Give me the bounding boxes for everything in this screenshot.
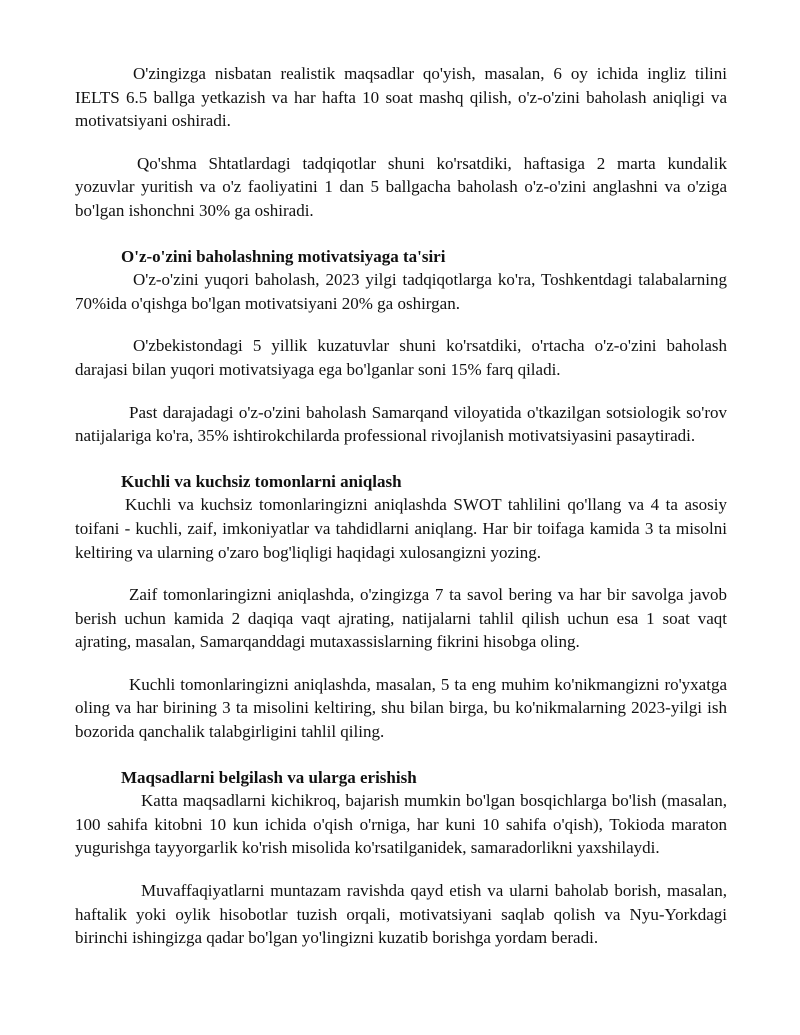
motivation-paragraph-tashkent: O'z-o'zini yuqori baholash, 2023 yilgi tadqiqotlarga ko'ra, Toshkentdagi talabalarning 70%ida o'qishga bo'lgan motivatsiyani 20% ga oshirgan.	[75, 270, 727, 313]
section-heading-motivation: O'z-o'zini baholashning motivatsiyaga ta'siri	[121, 246, 446, 266]
goals-paragraph-tracking: Muvaffaqiyatlarni muntazam ravishda qayd etish va ularni baholab borish, masalan, haftalik yoki oylik hisobotlar tuzish orqali, motivatsiyani saqlab qolish va Nyu-Yorkdagi birinchi ishingizga qadar bo'lgan yo'lingizni kuzatib borishga yordam beradi.	[75, 881, 727, 948]
strengths-paragraph-swot: Kuchli va kuchsiz tomonlaringizni aniqlashda SWOT tahlilini qo'llang va 4 ta asosiy toifani - kuchli, zaif, imkoniyatlar va tahdidlarni aniqlang. Har bir toifaga kamida 3 ta misolni keltiring va ularning o'zaro bog'liqligi haqidagi xulosangizni yozing.	[75, 495, 727, 562]
section-heading-goals: Maqsadlarni belgilash va ularga erishish	[121, 767, 417, 787]
intro-paragraph-usa-research: Qo'shma Shtatlardagi tadqiqotlar shuni ko'rsatdiki, haftasiga 2 marta kundalik yozuvlar yuritish va o'z faoliyatini 1 dan 5 ballgacha baholash o'z-o'zini anglashni va o'ziga bo'lgan ishonchni 30% ga oshiradi.	[75, 153, 727, 220]
strengths-paragraph-skills: Kuchli tomonlaringizni aniqlashda, masalan, 5 ta eng muhim ko'nikmangizni ro'yxatga oling va har birining 3 ta misolini keltiring, shu bilan birga, bu ko'nikmalarning 2023-yilgi ish bozorida qanchalik talabgirligini tahlil qiling.	[75, 674, 727, 742]
intro-paragraph-goals: O'zingizga nisbatan realistik maqsadlar qo'yish, masalan, 6 oy ichida ingliz tilini IELTS 6.5 ballga yetkazish va har hafta 10 soat mashq qilish, o'z-o'zini baholash aniqligi va motivatsiyani oshiradi.	[75, 64, 727, 131]
motivation-paragraph-samarkand: Past darajadagi o'z-o'zini baholash Samarqand viloyatida o'tkazilgan sotsiologik so'rov natijalariga ko'ra, 35% ishtirokchilarda professional rivojlanish motivatsiyasini pasaytiradi.	[75, 402, 727, 446]
goals-paragraph-steps: Katta maqsadlarni kichikroq, bajarish mumkin bo'lgan bosqichlarga bo'lish (masalan, 100 sahifa kitobni 10 kun ichida o'qish o'rniga, har kuni 10 sahifa o'qish), Tokioda maraton yugurishga tayyorgarlik ko'rish misolida ko'rsatilganidek, samaradorlikni yaxshilaydi.	[75, 791, 727, 858]
strengths-paragraph-weaknesses: Zaif tomonlaringizni aniqlashda, o'zingizga 7 ta savol bering va har bir savolga javob berish uchun kamida 2 daqiqa vaqt ajrating, natijalarni tahlil qilish uchun esa 1 soat vaqt ajrating, masalan, Samarqanddagi mutaxassislarning fikrini hisobga oling.	[75, 585, 727, 652]
motivation-paragraph-uzbekistan: O'zbekistondagi 5 yillik kuzatuvlar shuni ko'rsatdiki, o'rtacha o'z-o'zini baholash darajasi bilan yuqori motivatsiyaga ega bo'lganlar soni 15% farq qiladi.	[75, 336, 727, 379]
document-page	[75, 62, 727, 969]
section-heading-strengths: Kuchli va kuchsiz tomonlarni aniqlash	[121, 471, 402, 491]
